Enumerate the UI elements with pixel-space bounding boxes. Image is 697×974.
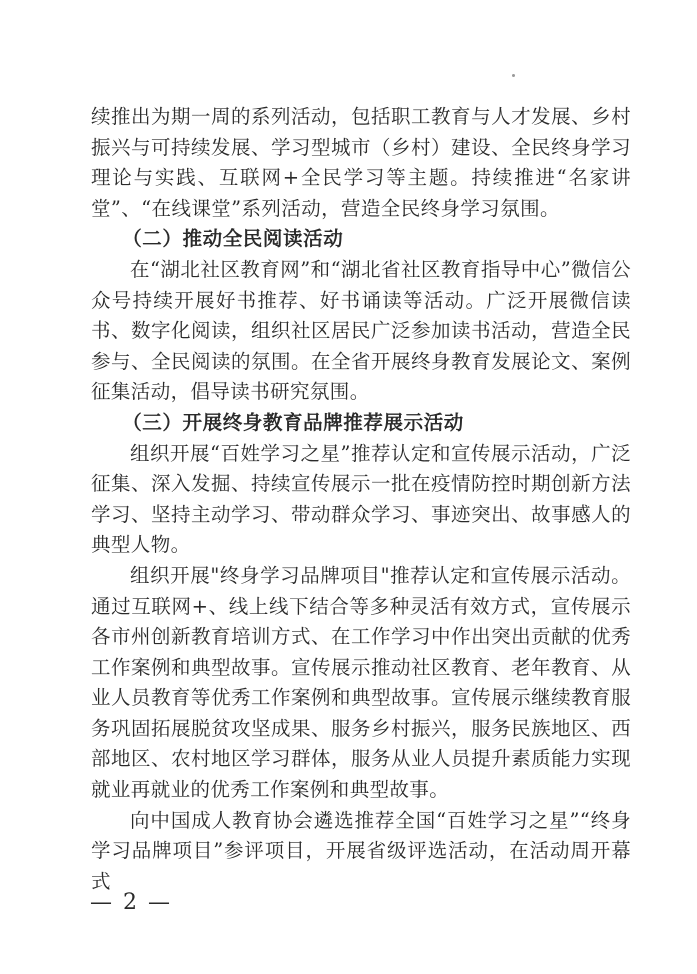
paragraph-brand-projects: 组织开展"终身学习品牌项目"推荐认定和宣传展示活动。通过互联网+、线上线下结合等多种灵活有效方式，宣传展示各市州创新教育培训方式、在工作学习中作出突出贡献的优秀工作案例和典型故事。宣传展示推动社区教育、老年教育、从业人员教育等优秀工作案例和典型故事。宣传展示继续教育服务巩固拓展脱贫攻坚成果、服务乡村振兴，服务民族地区、西部地区、农村地区学习群体，服务从业人员提升素质能力实现就业再就业的优秀工作案例和典型故事。 xyxy=(91,563,631,802)
section-heading-brand-showcase: （三）开展终身教育品牌推荐展示活动 xyxy=(122,410,464,434)
page-number: — 2 — xyxy=(90,890,172,915)
paragraph-reading-activities: 在“湖北社区教育网”和“湖北省社区教育指导中心”微信公众号持续开展好书推荐、好书诵读等活动。广泛开展微信读书、数字化阅读，组织社区居民广泛参加读书活动，营造全民参与、全民阅读的氛围。在全省开展终身教育发展论文、案例征集活动，倡导读书研究氛围。 xyxy=(91,257,631,404)
document-body xyxy=(91,102,631,897)
paragraph-learning-star: 组织开展“百姓学习之星”推荐认定和宣传展示活动，广泛征集、深入发掘、持续宣传展示一批在疫情防控时期创新方法学习、坚持主动学习、带动群众学习、事迹突出、故事感人的典型人物。 xyxy=(91,441,631,557)
section-heading-reading: （二）推动全民阅读活动 xyxy=(122,227,344,251)
scan-speck xyxy=(512,74,515,77)
paragraph-intro-continuation: 续推出为期一周的系列活动，包括职工教育与人才发展、乡村振兴与可持续发展、学习型城市（乡村）建设、全民终身学习理论与实践、互联网+全民学习等主题。持续推进“名家讲堂”、“在线课堂”系列活动，营造全民终身学习氛围。 xyxy=(91,105,631,220)
paragraph-national-recommendation: 向中国成人教育协会遴选推荐全国“百姓学习之星”“终身学习品牌项目”参评项目，开展省级评选活动，在活动周开幕式 xyxy=(91,808,631,893)
